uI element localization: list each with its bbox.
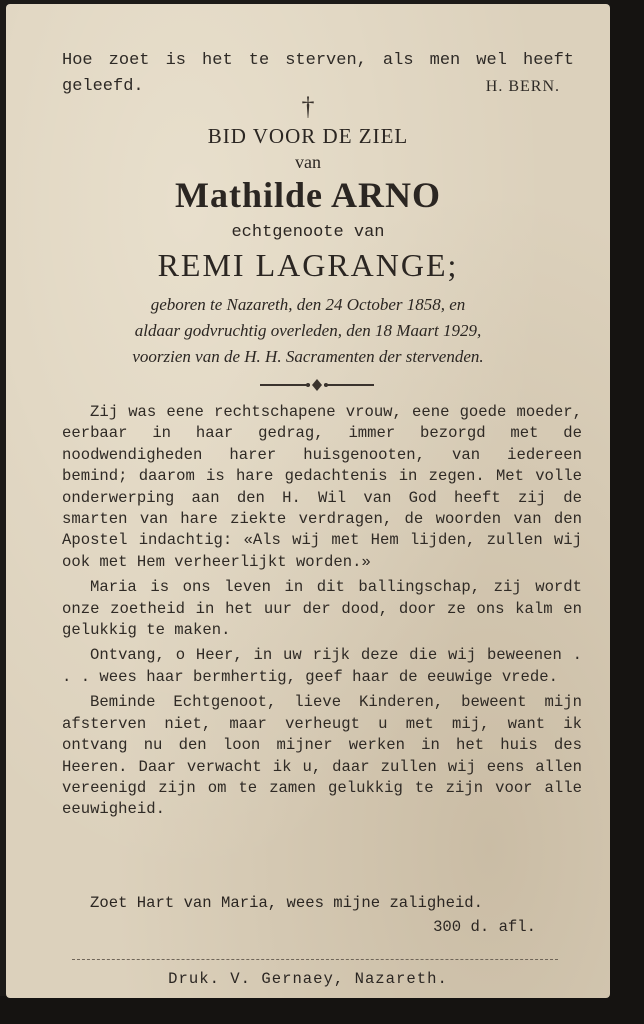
- memorial-card: [6, 4, 610, 998]
- printer-imprint: Druk. V. Gernaey, Nazareth.: [168, 970, 448, 988]
- card-border-right: [610, 0, 644, 1024]
- paragraph: Beminde Echtgenoot, lieve Kinderen, beweent mijn afsterven niet, maar verheugt u met mij, want ik ontvang nu den loon mijner werken in het huis des Heeren. Daar verwacht ik u, daar zullen wij eens allen vereenigd zijn om te zamen gelukkig te zijn voor alle eeuwigheid.: [62, 693, 582, 819]
- details-line: voorzien van de H. H. Sacramenten der stervenden.: [132, 347, 484, 366]
- epigraph-line-2: geleefd.: [62, 77, 144, 96]
- deceased-name: Mathilde ARNO: [174, 175, 441, 215]
- divider-line: [72, 959, 558, 960]
- epigraph-line-1: Hoe zoet is het te sterven, als men wel heeft: [62, 51, 574, 70]
- cross-icon: †: [301, 92, 315, 121]
- prayer-heading: BID VOOR DE ZIEL: [207, 124, 409, 148]
- life-details: [6, 292, 610, 370]
- memorial-text: [62, 402, 582, 825]
- details-line: aldaar godvruchtig overleden, den 18 Maart 1929,: [134, 321, 482, 340]
- indulgence-note: 300 d. afl.: [433, 918, 536, 936]
- closing-invocation: Zoet Hart van Maria, wees mijne zaligheid.: [90, 894, 484, 912]
- epigraph-author: H. BERN.: [485, 78, 560, 95]
- paragraph: Ontvang, o Heer, in uw rijk deze die wij beweenen . . . wees haar bermhertig, geef haar de eeuwige vrede.: [62, 646, 582, 686]
- paragraph: Maria is ons leven in dit ballingschap, zij wordt onze zoetheid in het uur der dood, door ze ons kalm en gelukkig te maken.: [62, 578, 582, 640]
- card-border-bottom: [0, 996, 644, 1024]
- spouse-of-label: echtgenoote van: [231, 223, 385, 242]
- heading-van: van: [295, 152, 321, 172]
- paragraph: Zij was eene rechtschapene vrouw, eene goede moeder, eerbaar in haar gedrag, immer bezorgd met de noodwendigheden harer huisgenooten, van iedereen bemind; daarom is hare gedachtenis in zegen. Met volle onderwerping aan den H. Wil van God heeft zij de smarten van hare ziekte verdragen, de woorden van den Apostel indachtig: «Als wij met Hem lijden, zullen wij ook met Hem verheerlijkt worden.»: [62, 403, 582, 571]
- ornament-divider-icon: [258, 378, 376, 392]
- details-line: geboren te Nazareth, den 24 October 1858, en: [150, 295, 466, 314]
- spouse-name: REMI LAGRANGE;: [157, 247, 459, 283]
